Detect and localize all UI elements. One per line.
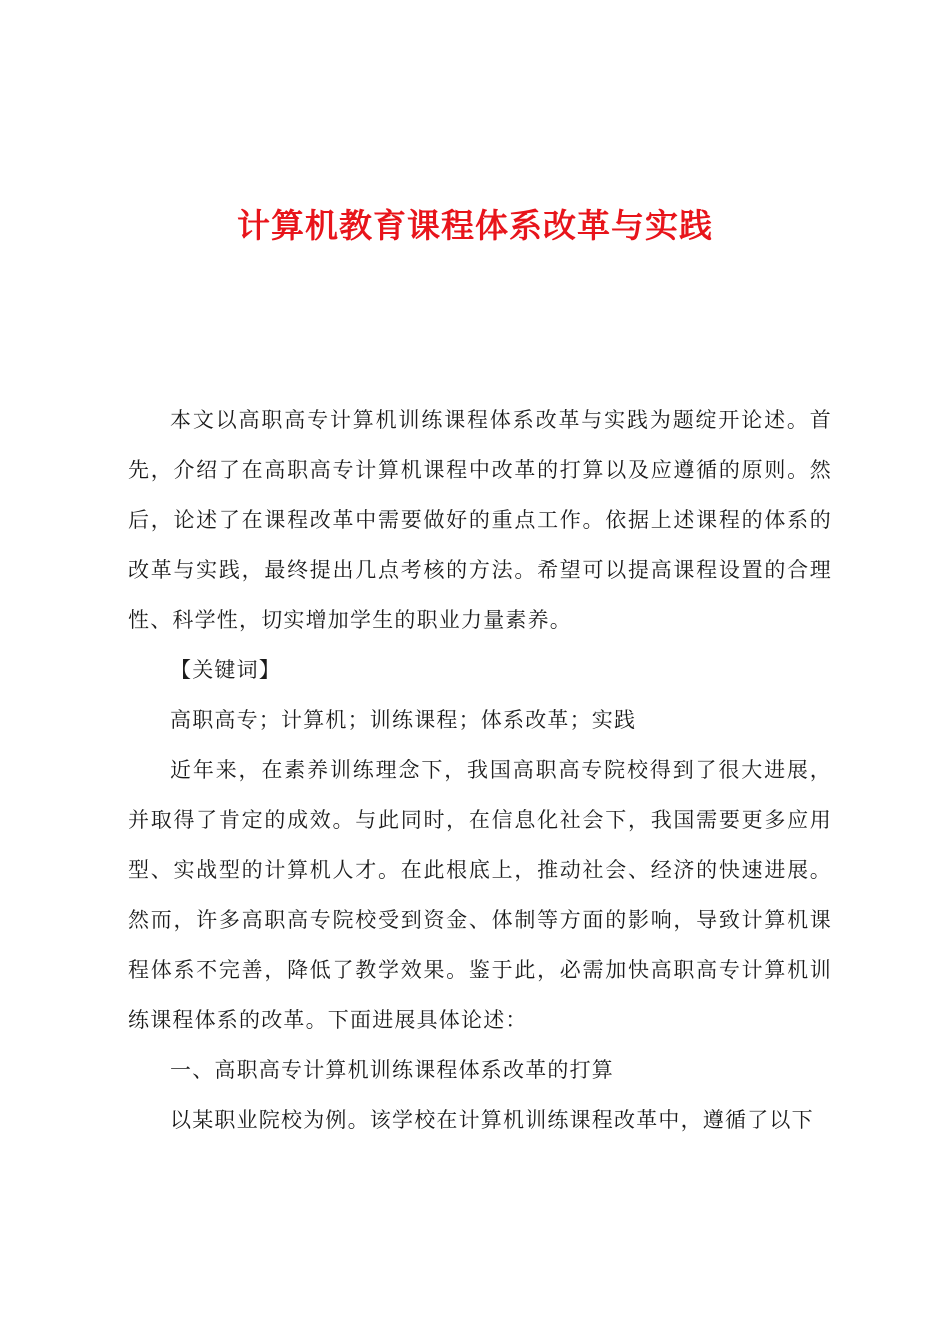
section-heading-1: 一、高职高专计算机训练课程体系改革的打算 <box>170 1058 614 1082</box>
keywords-list: 高职高专；计算机；训练课程；体系改革；实践 <box>170 708 637 732</box>
keywords-heading: 【关键词】 <box>170 658 281 682</box>
document-title: 计算机教育课程体系改革与实践 <box>237 206 713 245</box>
intro-paragraph: 近年来，在素养训练理念下，我国高职高专院校得到了很大进展，并取得了肯定的成效。与此同时，在信息化社会下，我国需要更多应用型、实战型的计算机人才。在此根底上，推动社会、经济的快速进展。然而，许多高职高专院校受到资金、体制等方面的影响，导致计算机课程体系不完善，降低了教学效果。鉴于此，必需加快高职高专计算机训练课程体系的改革。下面进展具体论述： <box>128 758 832 1032</box>
section-paragraph: 以某职业院校为例。该学校在计算机训练课程改革中，遵循了以下 <box>170 1108 814 1132</box>
abstract-paragraph: 本文以高职高专计算机训练课程体系改革与实践为题绽开论述。首先，介绍了在高职高专计算机课程中改革的打算以及应遵循的原则。然后，论述了在课程改革中需要做好的重点工作。依据上述课程的体系的改革与实践，最终提出几点考核的方法。希望可以提高课程设置的合理性、科学性，切实增加学生的职业力量素养。 <box>128 408 832 632</box>
document-body <box>128 395 832 1145</box>
